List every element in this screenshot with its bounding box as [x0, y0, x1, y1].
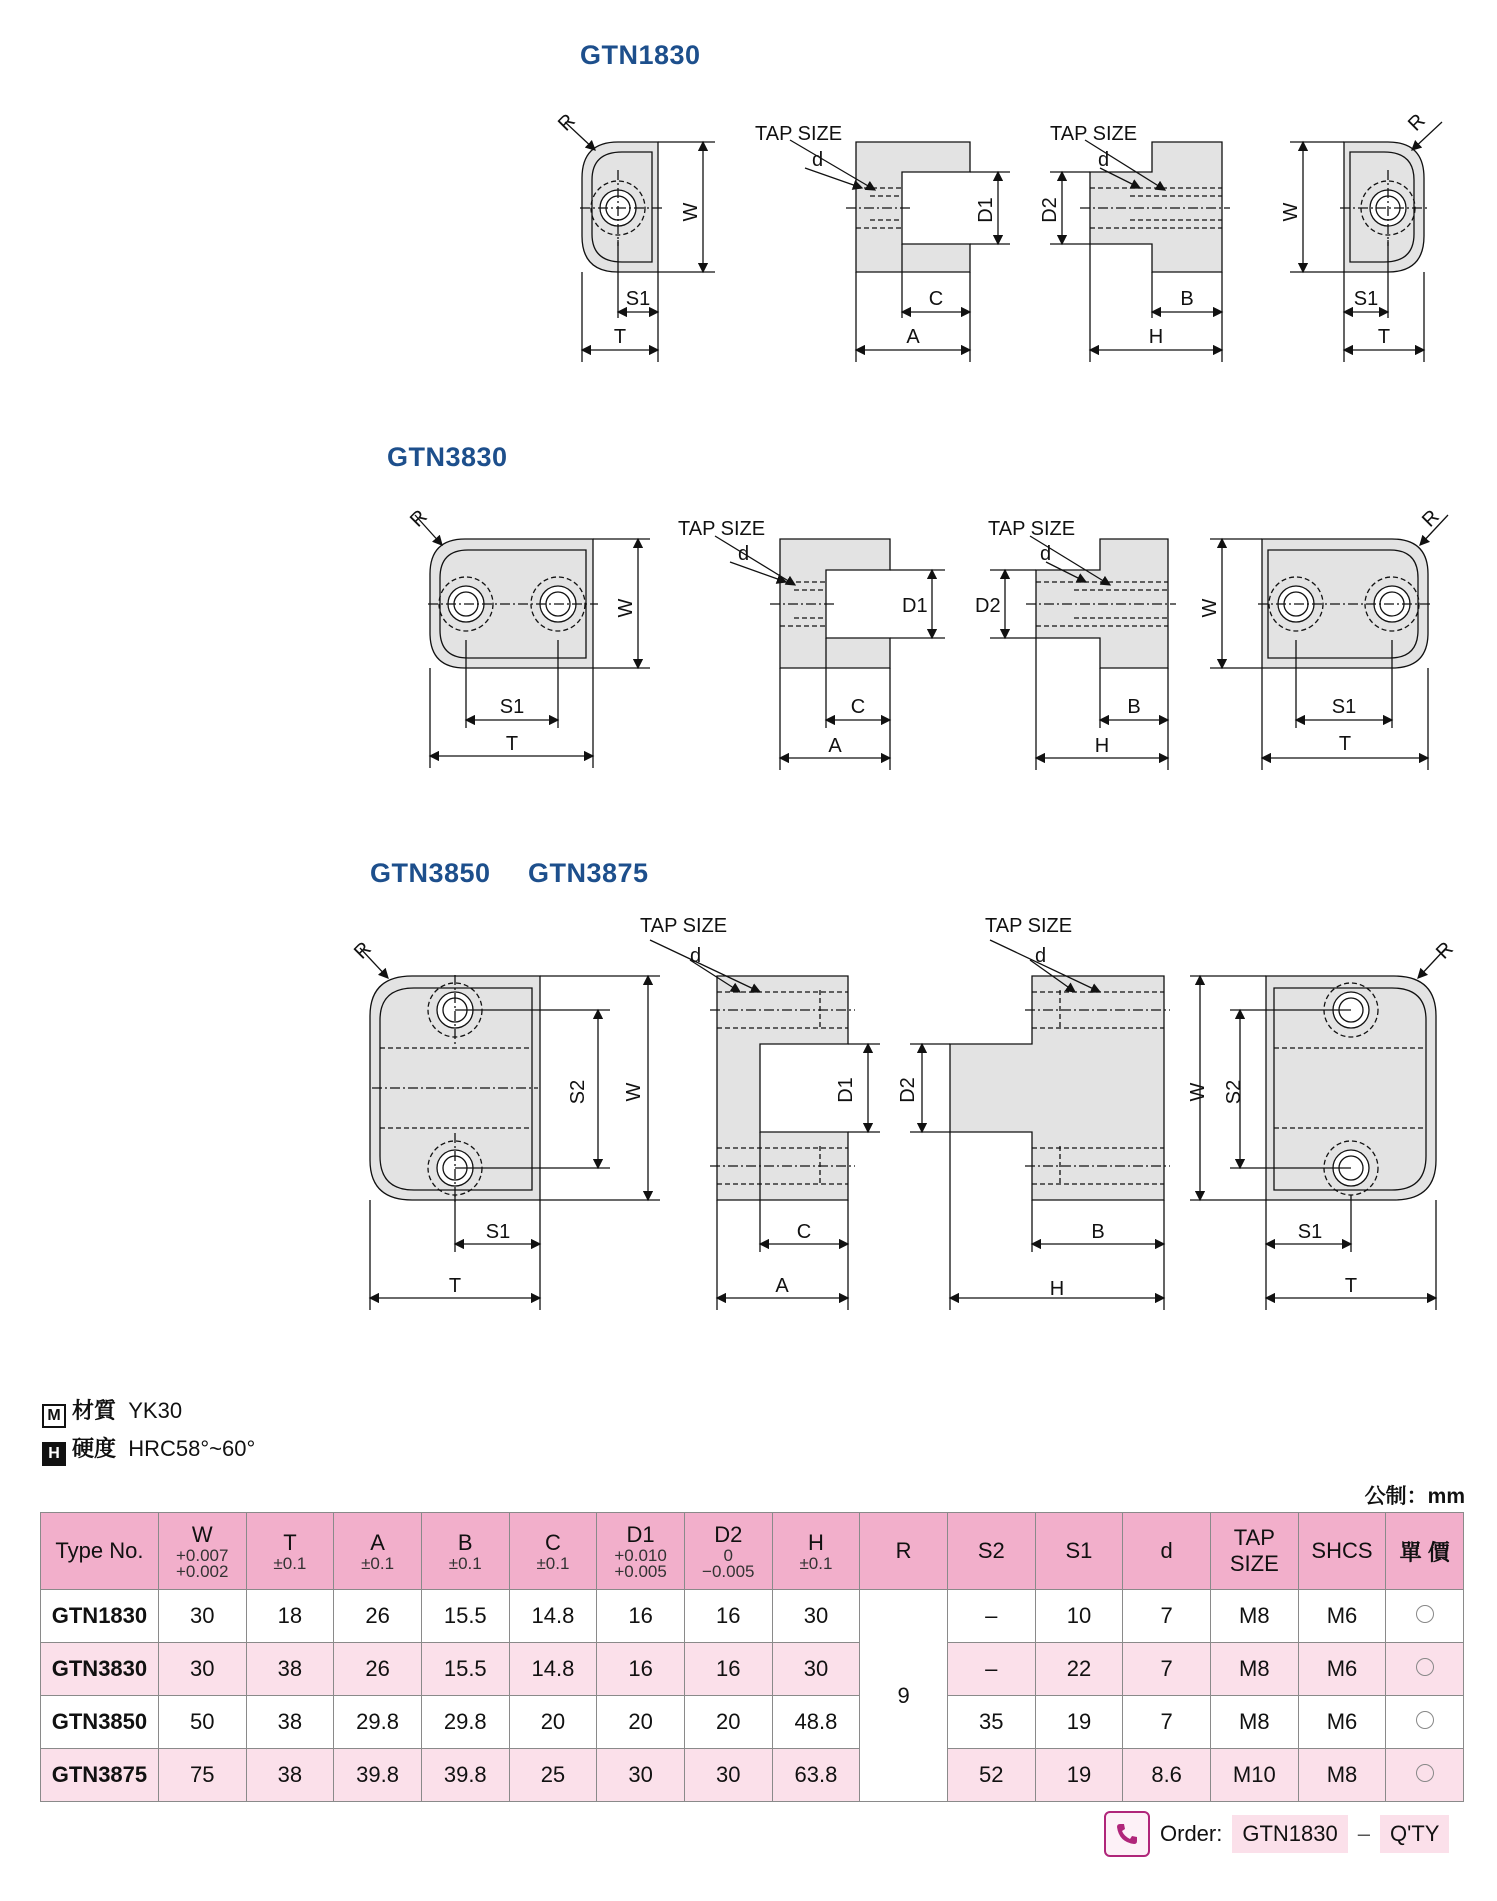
cell-s1: 22	[1035, 1643, 1123, 1696]
price-circle-icon	[1416, 1711, 1434, 1729]
header-unit-price: 單 價	[1386, 1513, 1464, 1590]
cell-type: GTN3830	[41, 1643, 159, 1696]
price-circle-icon	[1416, 1605, 1434, 1623]
header-t: T ±0.1	[246, 1513, 334, 1590]
label-s2: S2	[1223, 1079, 1245, 1105]
label-b: B	[1091, 1221, 1105, 1243]
label-w: W	[680, 202, 702, 222]
label-c: C	[928, 288, 944, 310]
cell-c: 20	[509, 1696, 597, 1749]
cell-a: 29.8	[334, 1696, 422, 1749]
order-part-number[interactable]: GTN1830	[1232, 1815, 1347, 1853]
label-s1: S1	[1353, 288, 1379, 310]
label-r: R	[349, 937, 376, 964]
cell-unit-price[interactable]	[1386, 1590, 1464, 1643]
cell-c: 14.8	[509, 1590, 597, 1643]
cell-d: 7	[1123, 1643, 1211, 1696]
label-t: T	[505, 733, 519, 755]
cell-shcs: M6	[1298, 1696, 1386, 1749]
header-s1: S1	[1035, 1513, 1123, 1590]
unit-label: 公制：mm	[1364, 1485, 1465, 1508]
cell-t: 38	[246, 1749, 334, 1802]
order-label: Order:	[1160, 1821, 1223, 1846]
label-h: H	[1094, 735, 1110, 757]
cell-d2: 30	[684, 1749, 772, 1802]
gtn3850-side-view-b	[910, 940, 1170, 1310]
order-separator: –	[1357, 1821, 1370, 1846]
cell-tap-size: M8	[1210, 1590, 1298, 1643]
label-s2: S2	[567, 1079, 589, 1105]
label-w: W	[1199, 598, 1221, 618]
header-b: B ±0.1	[421, 1513, 509, 1590]
label-d: d	[1035, 945, 1047, 967]
cell-d2: 16	[684, 1590, 772, 1643]
price-circle-icon	[1416, 1658, 1434, 1676]
label-t: T	[1377, 326, 1391, 348]
label-w: W	[1280, 202, 1302, 222]
table-row	[41, 1696, 1464, 1749]
cell-t: 18	[246, 1590, 334, 1643]
cell-tap-size: M8	[1210, 1643, 1298, 1696]
gtn3850-side-view-a	[650, 940, 880, 1310]
material-label: 材質	[72, 1398, 117, 1423]
hardness-icon: H	[42, 1442, 66, 1466]
cell-a: 39.8	[334, 1749, 422, 1802]
header-s2: S2	[947, 1513, 1035, 1590]
hardness-label: 硬度	[72, 1436, 117, 1461]
phone-icon[interactable]	[1104, 1811, 1150, 1857]
label-w: W	[615, 598, 637, 618]
header-type-no: Type No.	[41, 1513, 159, 1590]
label-tap-size: TAP SIZE	[640, 915, 728, 937]
order-bar	[1104, 1812, 1449, 1856]
label-d1: D1	[835, 1077, 857, 1103]
label-d2: D2	[1039, 197, 1061, 223]
label-w: W	[1187, 1082, 1209, 1102]
header-c: C ±0.1	[509, 1513, 597, 1590]
cell-tap-size: M8	[1210, 1696, 1298, 1749]
label-d: d	[1098, 149, 1110, 171]
cell-d1: 16	[597, 1590, 685, 1643]
gtn3850-front-view	[360, 948, 660, 1310]
section-title-gtn3875: GTN3875	[528, 858, 649, 888]
header-tap-size: TAP SIZE	[1210, 1513, 1298, 1590]
label-tap-size: TAP SIZE	[985, 915, 1073, 937]
label-s1: S1	[1297, 1221, 1323, 1243]
gtn3830-back-view	[1210, 515, 1448, 770]
gtn1830-back-view	[1290, 122, 1442, 362]
header-d1: D1 +0.010 +0.005	[597, 1513, 685, 1590]
header-shcs: SHCS	[1298, 1513, 1386, 1590]
table-row	[41, 1643, 1464, 1696]
cell-a: 26	[334, 1643, 422, 1696]
cell-d2: 16	[684, 1643, 772, 1696]
label-c: C	[796, 1221, 812, 1243]
cell-s1: 19	[1035, 1749, 1123, 1802]
gtn1830-side-view-a	[790, 140, 1010, 362]
gtn1830-front-view	[565, 122, 715, 362]
cell-d: 7	[1123, 1590, 1211, 1643]
cell-h: 30	[772, 1643, 860, 1696]
cell-a: 26	[334, 1590, 422, 1643]
cell-shcs: M6	[1298, 1643, 1386, 1696]
label-w: W	[623, 1082, 645, 1102]
cell-b: 15.5	[421, 1643, 509, 1696]
label-s1: S1	[1331, 696, 1357, 718]
price-circle-icon	[1416, 1764, 1434, 1782]
label-t: T	[1338, 733, 1352, 755]
cell-b: 15.5	[421, 1590, 509, 1643]
cell-s2: 52	[947, 1749, 1035, 1802]
order-qty[interactable]: Q'TY	[1380, 1815, 1449, 1853]
cell-s1: 10	[1035, 1590, 1123, 1643]
label-h: H	[1049, 1278, 1065, 1300]
hardness-value: HRC58°~60°	[128, 1436, 256, 1461]
label-b: B	[1180, 288, 1194, 310]
cell-unit-price[interactable]	[1386, 1749, 1464, 1802]
spec-table	[40, 1512, 1464, 1802]
cell-s1: 19	[1035, 1696, 1123, 1749]
label-r: R	[405, 505, 432, 532]
header-d2: D2 0 −0.005	[684, 1513, 772, 1590]
label-d: d	[738, 543, 750, 565]
label-d: d	[690, 945, 702, 967]
cell-d: 8.6	[1123, 1749, 1211, 1802]
label-tap-size: TAP SIZE	[988, 518, 1076, 540]
label-a: A	[828, 735, 842, 757]
cell-t: 38	[246, 1643, 334, 1696]
label-tap-size: TAP SIZE	[678, 518, 766, 540]
label-tap-size: TAP SIZE	[755, 123, 843, 145]
cell-d: 7	[1123, 1696, 1211, 1749]
label-a: A	[906, 326, 920, 348]
section-title-gtn3850: GTN3850	[370, 858, 491, 888]
hardness-spec	[42, 1432, 255, 1466]
material-icon: M	[42, 1404, 66, 1428]
label-d: d	[1040, 543, 1052, 565]
label-c: C	[850, 696, 866, 718]
cell-unit-price[interactable]	[1386, 1696, 1464, 1749]
label-b: B	[1127, 696, 1141, 718]
label-t: T	[613, 326, 627, 348]
cell-c: 25	[509, 1749, 597, 1802]
label-d: d	[812, 149, 824, 171]
cell-shcs: M6	[1298, 1590, 1386, 1643]
cell-d1: 20	[597, 1696, 685, 1749]
label-h: H	[1148, 326, 1164, 348]
label-tap-size: TAP SIZE	[1050, 123, 1138, 145]
label-d2: D2	[975, 595, 1001, 617]
cell-h: 63.8	[772, 1749, 860, 1802]
label-t: T	[448, 1275, 462, 1297]
cell-d1: 16	[597, 1643, 685, 1696]
label-d2: D2	[897, 1077, 919, 1103]
table-row	[41, 1749, 1464, 1802]
label-r: R	[1417, 505, 1444, 532]
label-t: T	[1344, 1275, 1358, 1297]
cell-s2: 35	[947, 1696, 1035, 1749]
table-row	[41, 1590, 1464, 1643]
cell-b: 29.8	[421, 1696, 509, 1749]
section-title-gtn3830: GTN3830	[387, 442, 508, 472]
gtn3830-front-view	[415, 515, 650, 768]
gtn1830-side-view-b	[1050, 140, 1230, 362]
cell-t: 38	[246, 1696, 334, 1749]
label-s1: S1	[499, 696, 525, 718]
material-value: YK30	[128, 1398, 183, 1423]
cell-w: 30	[158, 1590, 246, 1643]
header-r: R	[860, 1513, 948, 1590]
cell-type: GTN1830	[41, 1590, 159, 1643]
cell-shcs: M8	[1298, 1749, 1386, 1802]
header-h: H ±0.1	[772, 1513, 860, 1590]
cell-w: 50	[158, 1696, 246, 1749]
cell-s2: –	[947, 1643, 1035, 1696]
header-d: d	[1123, 1513, 1211, 1590]
label-r: R	[553, 109, 580, 136]
cell-r: 9	[860, 1590, 948, 1802]
cell-b: 39.8	[421, 1749, 509, 1802]
label-s1: S1	[485, 1221, 511, 1243]
material-spec	[42, 1394, 182, 1428]
table-header-row	[41, 1513, 1464, 1590]
cell-h: 48.8	[772, 1696, 860, 1749]
header-w: W +0.007 +0.002	[158, 1513, 246, 1590]
label-s1: S1	[625, 288, 651, 310]
cell-c: 14.8	[509, 1643, 597, 1696]
cell-s2: –	[947, 1590, 1035, 1643]
cell-d1: 30	[597, 1749, 685, 1802]
cell-d2: 20	[684, 1696, 772, 1749]
cell-h: 30	[772, 1590, 860, 1643]
cell-w: 75	[158, 1749, 246, 1802]
gtn3850-back-view	[1190, 948, 1446, 1310]
label-r: R	[1431, 937, 1458, 964]
cell-tap-size: M10	[1210, 1749, 1298, 1802]
gtn3830-side-view-b	[990, 536, 1176, 770]
cell-w: 30	[158, 1643, 246, 1696]
label-r: R	[1403, 109, 1430, 136]
cell-type: GTN3850	[41, 1696, 159, 1749]
header-a: A ±0.1	[334, 1513, 422, 1590]
cell-type: GTN3875	[41, 1749, 159, 1802]
label-a: A	[775, 1275, 789, 1297]
label-d1: D1	[975, 197, 997, 223]
cell-unit-price[interactable]	[1386, 1643, 1464, 1696]
section-title-gtn1830: GTN1830	[580, 40, 701, 70]
label-d1: D1	[902, 595, 928, 617]
